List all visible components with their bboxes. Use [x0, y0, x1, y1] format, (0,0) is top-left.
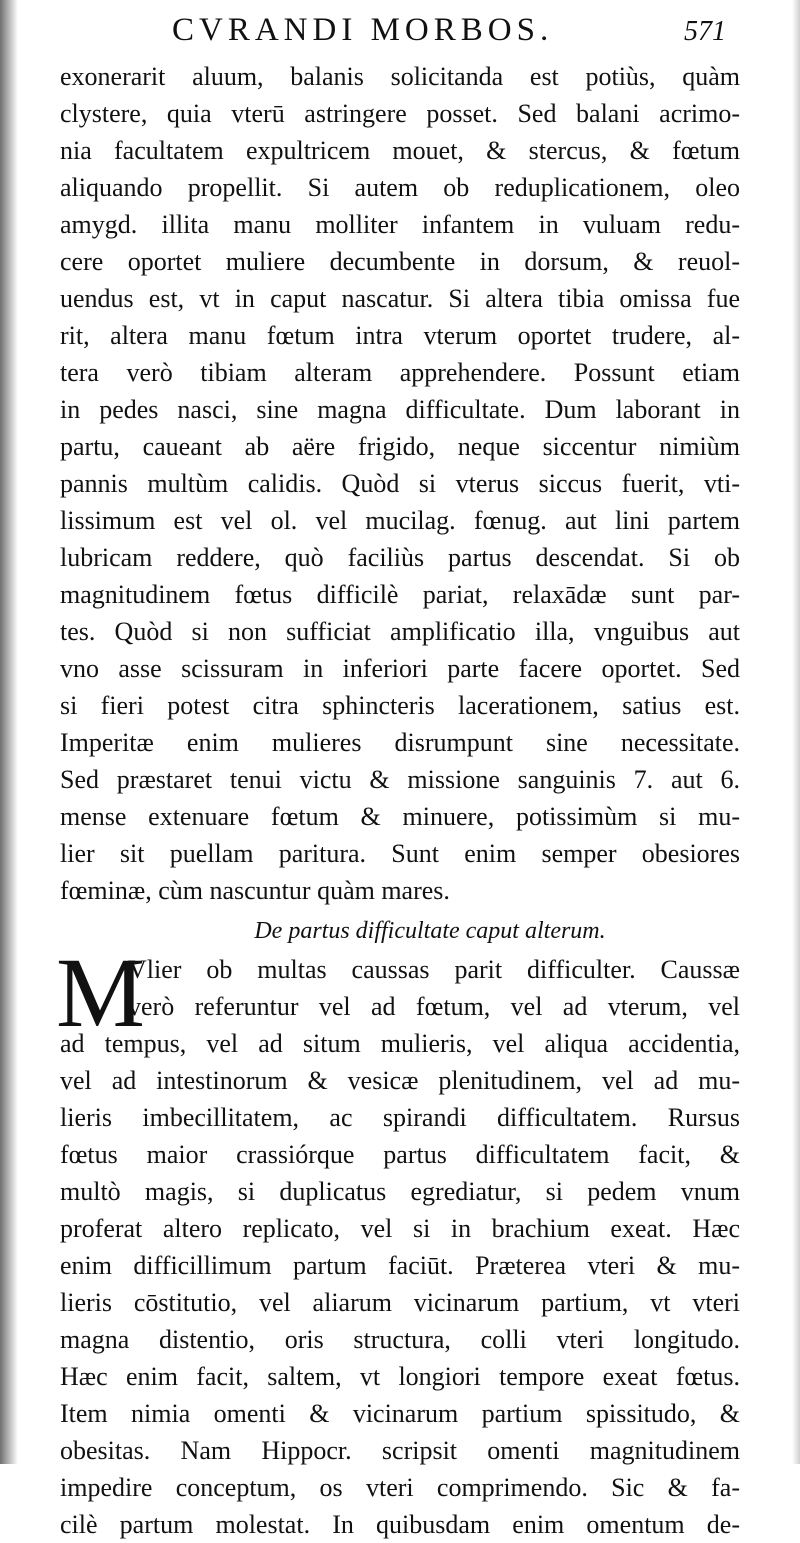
page-header: [0, 8, 800, 60]
text-line: magnitudinem fœtus difficilè pariat, relaxādæ sunt par-: [60, 580, 740, 609]
text-line: uendus est, vt in caput nascatur. Si altera tibia omissa fue: [60, 284, 740, 313]
text-line: vno asse scissuram in inferiori parte facere oportet. Sed: [60, 654, 740, 683]
edge-shadow: [792, 0, 800, 1464]
text-line: tera verò tibiam alteram apprehendere. Possunt etiam: [60, 358, 740, 387]
text-line: tes. Quòd si non sufficiat amplificatio illa, vnguibus aut: [60, 617, 740, 646]
text-line: lubricam reddere, quò faciliùs partus descendat. Si ob: [60, 543, 740, 572]
text-line: amygd. illita manu molliter infantem in vuluam redu-: [60, 210, 740, 239]
text-line: obesitas. Nam Hippocr. scripsit omenti magnitudinem: [60, 1436, 740, 1465]
text-line: mense extenuare fœtum & minuere, potissimùm si mu-: [60, 802, 740, 831]
text-line: impedire conceptum, os vteri comprimendo. Sic & fa-: [60, 1473, 740, 1502]
drop-cap: M: [56, 937, 145, 1048]
text-line: proferat altero replicato, vel si in brachium exeat. Hæc: [60, 1214, 740, 1243]
text-line: cilè partum molestat. In quibusdam enim omentum de-: [60, 1510, 740, 1539]
text-line: cere oportet muliere decumbente in dorsum, & reuol-: [60, 247, 740, 276]
text-line: lissimum est vel ol. vel mucilag. fœnug. aut lini partem: [60, 506, 740, 535]
text-line: Sed præstaret tenui victu & missione sanguinis 7. aut 6.: [60, 765, 740, 794]
text-line: partu, caueant ab aëre frigido, neque siccentur nimiùm: [60, 432, 740, 461]
text-line: in pedes nasci, sine magna difficultate. Dum laborant in: [60, 395, 740, 424]
paragraph-continued: [60, 58, 740, 909]
page-number: 571: [684, 16, 726, 47]
text-line: Hæc enim facit, saltem, vt longiori tempore exeat fœtus.: [60, 1362, 740, 1391]
chapter-heading: De partus difficultate caput alterum.: [254, 918, 606, 944]
running-head: CVRANDI MORBOS.: [172, 12, 554, 48]
text-line: fœminæ, cùm nascuntur quàm mares.: [60, 876, 450, 905]
text-line: verò referuntur vel ad fœtum, vel ad vterum, vel: [128, 992, 740, 1021]
text-line: pannis multùm calidis. Quòd si vterus siccus fuerit, vti-: [60, 469, 740, 498]
text-line: fœtus maior crassiórque partus difficultatem facit, &: [60, 1140, 740, 1169]
text-line: Vlier ob multas caussas parit difficulter. Caussæ: [128, 955, 740, 984]
text-line: rit, altera manu fœtum intra vterum oportet trudere, al-: [60, 321, 740, 350]
text-line: lier sit puellam paritura. Sunt enim semper obesiores: [60, 839, 740, 868]
text-line: multò magis, si duplicatus egrediatur, si pedem vnum: [60, 1177, 740, 1206]
text-line: Imperitæ enim mulieres disrumpunt sine necessitate.: [60, 728, 740, 757]
text-line: enim difficillimum partum faciūt. Præterea vteri & mu-: [60, 1251, 740, 1280]
text-line: Item nimia omenti & vicinarum partium spissitudo, &: [60, 1399, 740, 1428]
text-line: ad tempus, vel ad situm mulieris, vel aliqua accidentia,: [60, 1029, 740, 1058]
text-line: vel ad intestinorum & vesicæ plenitudinem, vel ad mu-: [60, 1066, 740, 1095]
text-line: magna distentio, oris structura, colli vteri longitudo.: [60, 1325, 740, 1354]
text-block: [56, 58, 740, 1543]
text-line: lieris cōstitutio, vel aliarum vicinarum partium, vt vteri: [60, 1288, 740, 1317]
text-line: lieris imbecillitatem, ac spirandi difficultatem. Rursus: [60, 1103, 740, 1132]
gutter-shadow: [0, 0, 18, 1464]
text-line: clystere, quia vterū astringere posset. Sed balani acrimo-: [60, 99, 740, 128]
text-line: aliquando propellit. Si autem ob reduplicationem, oleo: [60, 173, 740, 202]
text-line: si fieri potest citra sphincteris lacerationem, satius est.: [60, 691, 740, 720]
text-line: nia facultatem expultricem mouet, & stercus, & fœtum: [60, 136, 740, 165]
paragraph-new: [56, 937, 740, 1543]
text-line: exonerarit aluum, balanis solicitanda est potiùs, quàm: [60, 62, 740, 91]
